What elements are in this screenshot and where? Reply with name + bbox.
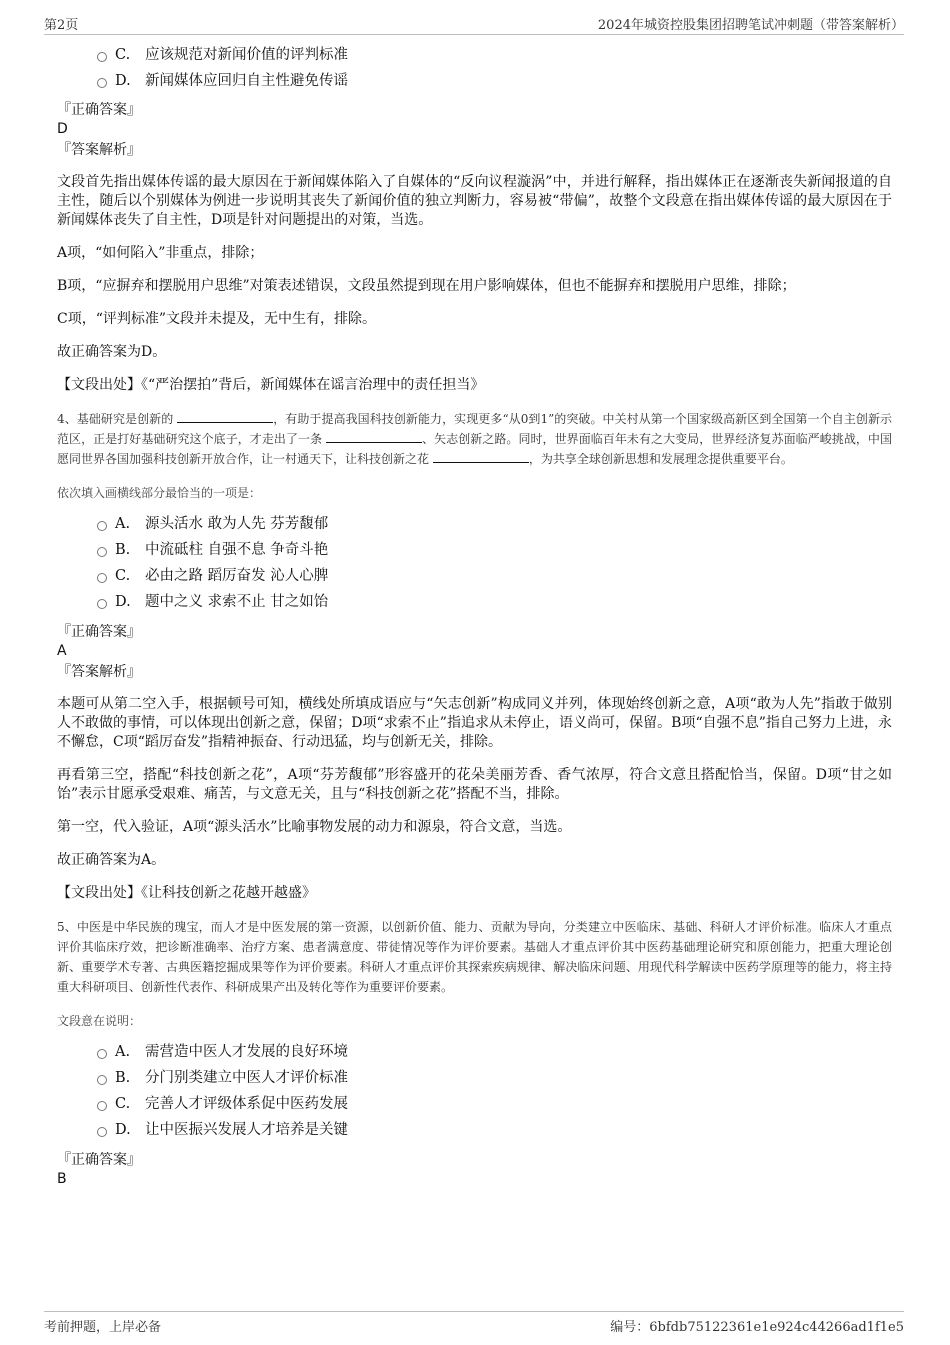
analysis-paragraph: 再看第三空，搭配“科技创新之花”，A项“芬芳馥郁”形容盛开的花朵美丽芳香、香气浓厚，符合文意且搭配恰当，保留。D项“甘之如饴”表示甘愿承受艰难、痛苦，与文意无关，且与“科技创新之花”搭配不当，排除。	[57, 767, 892, 802]
radio-icon[interactable]	[97, 521, 107, 531]
option-a[interactable]: A. 需营造中医人才发展的良好环境	[57, 1039, 892, 1065]
answer-label: 『正确答案』	[57, 102, 141, 118]
radio-icon[interactable]	[97, 1049, 107, 1059]
radio-icon[interactable]	[97, 52, 107, 62]
option-c[interactable]: C. 应该规范对新闻价值的评判标准	[57, 42, 892, 68]
document-title: 2024年城资控股集团招聘笔试冲刺题（带答案解析）	[597, 18, 904, 33]
option-b[interactable]: B. 分门别类建立中医人才评价标准	[57, 1065, 892, 1091]
analysis-paragraph: 本题可从第二空入手，根据顿号可知，横线处所填成语应与“矢志创新”构成同义并列，体现始终创新之意，A项“敢为人先”指敢于做别人不敢做的事情，可以体现出创新之意，保留；D项“求索不止”指追求从未停止，语义尚可，保留。B项“自强不息”指自己努力上进，永不懈怠，C项“蹈厉奋发”指精神振奋、行动迅猛，均与创新无关，排除。	[57, 696, 892, 750]
answer-value: D	[57, 121, 68, 137]
analysis-label: 『答案解析』	[57, 142, 141, 158]
source-citation: 【文段出处】《“严治摆拍”背后，新闻媒体在谣言治理中的责任担当》	[57, 377, 485, 393]
analysis-paragraph: 第一空，代入验证，A项“源头活水”比喻事物发展的动力和源泉，符合文意，当选。	[57, 819, 572, 835]
fill-blank	[177, 410, 273, 423]
radio-icon[interactable]	[97, 599, 107, 609]
analysis-label: 『答案解析』	[57, 664, 141, 680]
page-number: 第2页	[44, 18, 79, 33]
analysis-paragraph: B项，“应摒弃和摆脱用户思维”对策表述错误，文段虽然提到现在用户影响媒体，但也不能摒弃和摆脱用户思维，排除；	[57, 278, 796, 294]
fill-blank	[433, 450, 529, 463]
page-header	[44, 12, 904, 35]
option-d[interactable]: D. 新闻媒体应回归自主性避免传谣	[57, 68, 892, 94]
radio-icon[interactable]	[97, 78, 107, 88]
page-footer	[44, 1311, 904, 1336]
question-prompt: 依次填入画横线部分最恰当的一项是：	[57, 486, 262, 500]
source-citation: 【文段出处】《让科技创新之花越开越盛》	[57, 885, 316, 901]
analysis-paragraph: A项，“如何陷入”非重点，排除；	[57, 245, 264, 261]
option-c[interactable]: C. 完善人才评级体系促中医药发展	[57, 1091, 892, 1117]
analysis-paragraph: 故正确答案为D。	[57, 344, 167, 360]
radio-icon[interactable]	[97, 1127, 107, 1137]
analysis-paragraph: C项，“评判标准”文段并未提及，无中生有，排除。	[57, 311, 377, 327]
answer-label: 『正确答案』	[57, 624, 141, 640]
analysis-paragraph: 文段首先指出媒体传谣的最大原因在于新闻媒体陷入了自媒体的“反向议程漩涡”中，并进行解释，指出媒体正在逐渐丧失新闻报道的自主性，随后以个别媒体为例进一步说明其丧失了新闻价值的独立判断力，容易被“带偏”，故整个文段意在指出媒体传谣的最大原因在于新闻媒体丧失了自主性，D项是针对问题提出的对策，当选。	[57, 174, 892, 228]
answer-label: 『正确答案』	[57, 1152, 141, 1168]
radio-icon[interactable]	[97, 1101, 107, 1111]
option-b[interactable]: B. 中流砥柱 自强不息 争奇斗艳	[57, 537, 892, 563]
question-4-text: 4、基础研究是创新的 ，有助于提高我国科技创新能力，实现更多“从0到1”的突破。中关村从第一个国家级高新区到全国第一个自主创新示范区，正是打好基础研究这个底子，才走出了一条 、矢志创新之路。同时，世界面临百年未有之大变局，世界经济复苏面临严峻挑战，中国愿同世界各国加强科技创新开放合作，让一村通天下，让科技创新之花 ，为共享全球创新思想和发展理念提供重要平台。	[57, 412, 893, 466]
question-prompt: 文段意在说明：	[57, 1014, 142, 1028]
question-5-text: 5、中医是中华民族的瑰宝，而人才是中医发展的第一资源，以创新价值、能力、贡献为导向，分类建立中医临床、基础、科研人才评价标准。临床人才重点评价其临床疗效，把诊断准确率、治疗方案、患者满意度、带徒情况等作为评价要素。基础人才重点评价其中医药基础理论研究和原创能力，把重大理论创新、重要学术专著、古典医籍挖掘成果等作为评价要素。科研人才重点评价其探索疾病规律、解决临床问题、用现代科学解读中医药学原理等的能力，将主持重大科研项目、创新性代表作、科研成果产出及转化等作为重要评价要素。	[57, 920, 892, 994]
option-d[interactable]: D. 题中之义 求索不止 甘之如饴	[57, 589, 892, 615]
option-c[interactable]: C. 必由之路 蹈厉奋发 沁人心脾	[57, 563, 892, 589]
radio-icon[interactable]	[97, 1075, 107, 1085]
option-a[interactable]: A. 源头活水 敢为人先 芬芳馥郁	[57, 511, 892, 537]
radio-icon[interactable]	[97, 547, 107, 557]
document-serial: 编号：6bfdb75122361e1e924c44266ad1f1e5	[610, 1320, 904, 1335]
footer-slogan: 考前押题，上岸必备	[44, 1320, 162, 1335]
analysis-paragraph: 故正确答案为A。	[57, 852, 166, 868]
document-body	[57, 42, 892, 1189]
fill-blank	[326, 430, 422, 443]
radio-icon[interactable]	[97, 573, 107, 583]
answer-value: A	[57, 643, 67, 659]
answer-value: B	[57, 1171, 67, 1187]
option-d[interactable]: D. 让中医振兴发展人才培养是关键	[57, 1117, 892, 1143]
